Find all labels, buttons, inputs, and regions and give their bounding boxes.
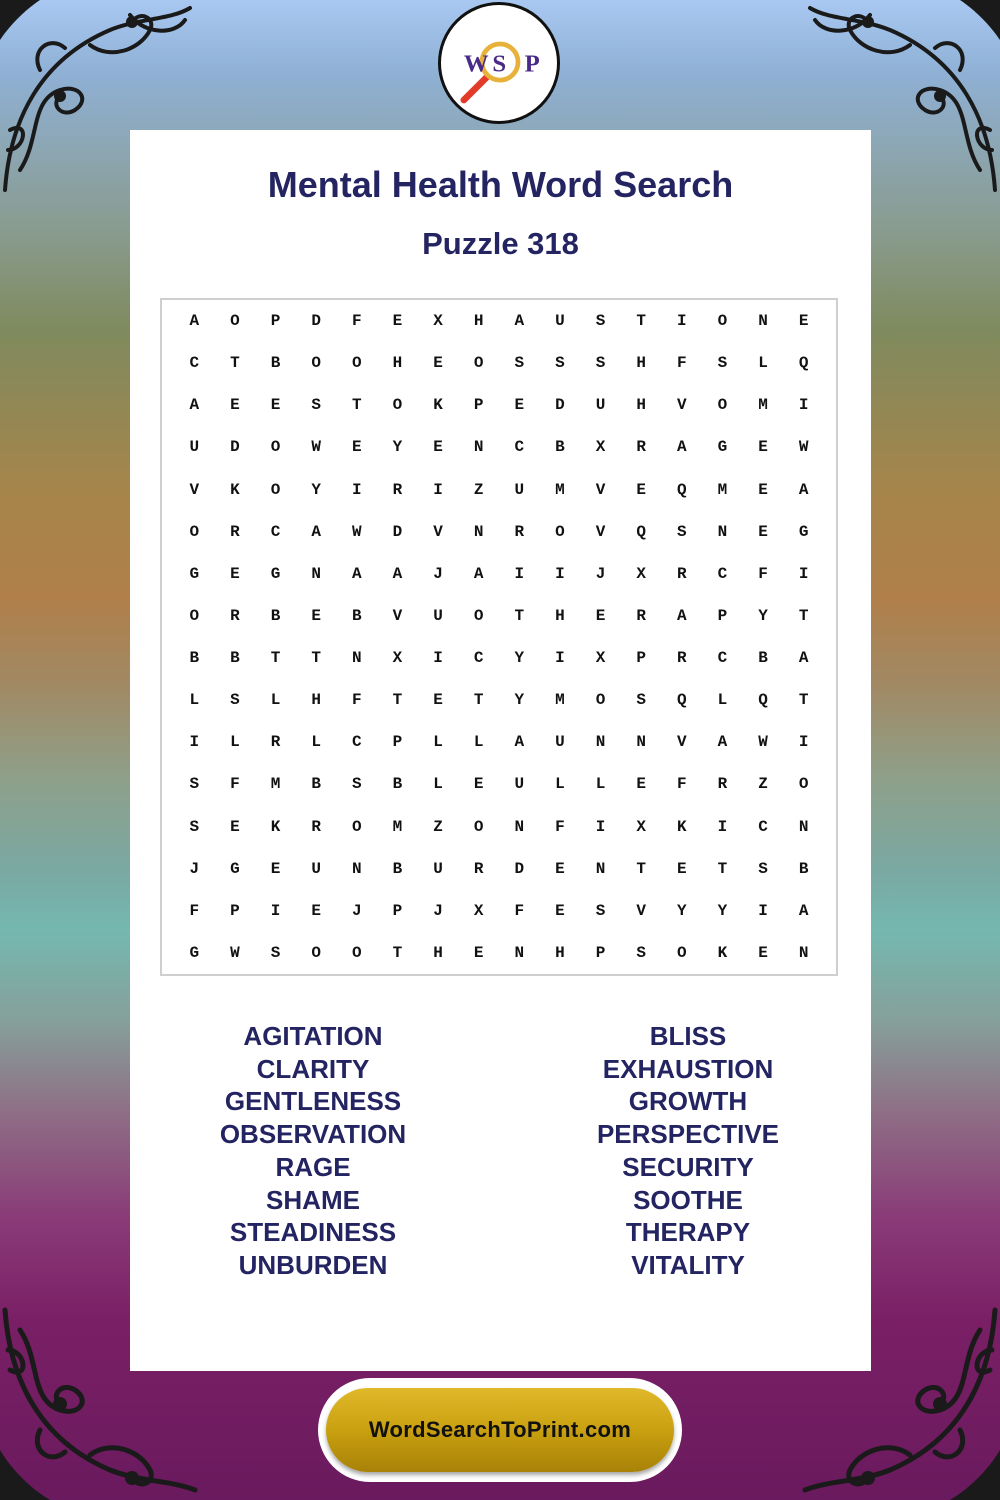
grid-cell[interactable]: T bbox=[717, 859, 728, 878]
grid-cell[interactable]: I bbox=[798, 396, 809, 415]
grid-cell[interactable]: E bbox=[311, 901, 321, 920]
grid-cell[interactable]: E bbox=[230, 817, 240, 836]
grid-cell[interactable]: R bbox=[636, 606, 646, 625]
grid-cell[interactable]: W bbox=[798, 438, 809, 457]
grid-cell[interactable]: C bbox=[352, 733, 362, 752]
grid-cell[interactable]: D bbox=[392, 522, 403, 541]
grid-cell[interactable]: P bbox=[392, 901, 403, 920]
grid-cell[interactable]: C bbox=[473, 649, 484, 668]
grid-cell[interactable]: S bbox=[189, 775, 200, 794]
grid-cell[interactable]: A bbox=[473, 564, 484, 583]
grid-cell[interactable]: A bbox=[514, 312, 525, 331]
grid-cell[interactable]: R bbox=[677, 564, 687, 583]
grid-cell[interactable]: F bbox=[758, 564, 768, 583]
grid-cell[interactable]: T bbox=[392, 691, 403, 710]
grid-cell[interactable]: U bbox=[514, 480, 525, 499]
grid-cell[interactable]: U bbox=[311, 859, 321, 878]
grid-cell[interactable]: E bbox=[270, 859, 281, 878]
grid-cell[interactable]: R bbox=[473, 859, 484, 878]
grid-cell[interactable]: F bbox=[189, 901, 200, 920]
grid-cell[interactable]: O bbox=[352, 354, 362, 373]
grid-cell[interactable]: E bbox=[636, 480, 646, 499]
grid-cell[interactable]: I bbox=[555, 564, 565, 583]
grid-cell[interactable]: P bbox=[473, 396, 484, 415]
grid-cell[interactable]: H bbox=[433, 943, 443, 962]
grid-cell[interactable]: G bbox=[798, 522, 809, 541]
grid-cell[interactable]: Y bbox=[717, 901, 728, 920]
grid-cell[interactable]: O bbox=[270, 480, 281, 499]
grid-cell[interactable]: L bbox=[433, 733, 443, 752]
word-list-item: GROWTH bbox=[628, 1086, 748, 1117]
word-list-item: UNBURDEN bbox=[238, 1249, 388, 1280]
grid-cell[interactable]: L bbox=[758, 354, 768, 373]
grid-cell[interactable]: S bbox=[636, 943, 646, 962]
grid-cell[interactable]: P bbox=[595, 943, 606, 962]
grid-cell[interactable]: C bbox=[717, 564, 728, 583]
grid-cell[interactable]: X bbox=[392, 649, 403, 668]
grid-cell[interactable]: O bbox=[798, 775, 809, 794]
grid-cell[interactable]: K bbox=[270, 817, 281, 836]
grid-cell[interactable]: T bbox=[514, 606, 525, 625]
grid-cell[interactable]: I bbox=[595, 817, 606, 836]
grid-cell[interactable]: E bbox=[636, 775, 646, 794]
grid-cell[interactable]: U bbox=[433, 606, 443, 625]
grid-cell[interactable]: L bbox=[555, 775, 565, 794]
grid-cell[interactable]: E bbox=[758, 522, 768, 541]
grid-cell[interactable]: E bbox=[230, 396, 240, 415]
grid-cell[interactable]: O bbox=[352, 817, 362, 836]
word-list-item: AGITATION bbox=[243, 1021, 383, 1051]
grid-cell[interactable]: X bbox=[433, 312, 443, 331]
grid-cell[interactable]: C bbox=[514, 438, 525, 457]
grid-cell[interactable]: P bbox=[230, 901, 240, 920]
word-list-item: THERAPY bbox=[625, 1217, 751, 1248]
grid-cell[interactable]: V bbox=[595, 480, 606, 499]
grid-cell[interactable]: L bbox=[230, 733, 240, 752]
grid-cell[interactable]: E bbox=[798, 312, 809, 331]
grid-cell[interactable]: O bbox=[230, 312, 240, 331]
word-list-item: RAGE bbox=[275, 1151, 351, 1182]
grid-cell[interactable]: H bbox=[636, 354, 646, 373]
grid-cell[interactable]: O bbox=[473, 606, 484, 625]
grid-cell[interactable]: T bbox=[798, 606, 809, 625]
grid-cell[interactable]: H bbox=[311, 691, 321, 710]
grid-cell[interactable]: B bbox=[270, 354, 281, 373]
word-list-item: SHAME bbox=[266, 1184, 360, 1215]
grid-cell[interactable]: M bbox=[555, 480, 565, 499]
grid-cell[interactable]: P bbox=[636, 649, 646, 668]
grid-cell[interactable]: J bbox=[433, 901, 443, 920]
grid-cell[interactable]: F bbox=[555, 817, 565, 836]
grid-cell[interactable]: A bbox=[798, 649, 809, 668]
grid-cell[interactable]: A bbox=[677, 606, 687, 625]
grid-cell[interactable]: E bbox=[758, 943, 768, 962]
grid-cell[interactable]: I bbox=[189, 733, 200, 752]
grid-cell[interactable]: R bbox=[311, 817, 321, 836]
grid-cell[interactable]: Y bbox=[677, 901, 687, 920]
grid-cell[interactable]: S bbox=[677, 522, 687, 541]
grid-cell[interactable]: O bbox=[677, 943, 687, 962]
grid-cell[interactable]: O bbox=[555, 522, 565, 541]
word-list-item: VITALITY bbox=[631, 1249, 745, 1280]
grid-cell[interactable]: I bbox=[352, 480, 362, 499]
grid-cell[interactable]: I bbox=[798, 733, 809, 752]
grid-cell[interactable]: A bbox=[189, 396, 200, 415]
word-list-item: GENTLENESS bbox=[224, 1086, 402, 1117]
grid-cell[interactable]: B bbox=[392, 775, 403, 794]
grid-cell[interactable]: N bbox=[717, 522, 728, 541]
grid-cell[interactable]: Y bbox=[311, 480, 321, 499]
grid-cell[interactable]: J bbox=[433, 564, 443, 583]
grid-cell[interactable]: R bbox=[392, 480, 403, 499]
grid-cell[interactable]: I bbox=[677, 312, 687, 331]
word-list-item: PERSPECTIVE bbox=[596, 1119, 780, 1150]
grid-cell[interactable]: U bbox=[555, 733, 565, 752]
grid-cell[interactable]: A bbox=[311, 522, 321, 541]
grid-cell[interactable]: N bbox=[798, 817, 809, 836]
grid-cell[interactable]: C bbox=[270, 522, 281, 541]
grid-cell[interactable]: O bbox=[352, 943, 362, 962]
grid-cell[interactable]: S bbox=[595, 354, 606, 373]
grid-cell[interactable]: T bbox=[636, 859, 646, 878]
grid-cell[interactable]: E bbox=[514, 396, 525, 415]
grid-cell[interactable]: E bbox=[433, 438, 443, 457]
grid-cell[interactable]: H bbox=[636, 396, 646, 415]
word-list-item: EXHAUSTION bbox=[602, 1053, 774, 1084]
grid-cell[interactable]: Q bbox=[677, 691, 687, 710]
grid-cell[interactable]: O bbox=[189, 522, 200, 541]
grid-cell[interactable]: B bbox=[189, 649, 200, 668]
word-list-item: CLARITY bbox=[256, 1053, 370, 1084]
grid-cell[interactable]: D bbox=[555, 396, 565, 415]
grid-cell[interactable]: F bbox=[352, 312, 362, 331]
logo-letter-s: S bbox=[492, 50, 507, 78]
grid-cell[interactable]: M bbox=[270, 775, 281, 794]
grid-cell[interactable]: L bbox=[717, 691, 728, 710]
grid-cell[interactable]: L bbox=[595, 775, 606, 794]
grid-cell[interactable]: N bbox=[758, 312, 768, 331]
grid-cell[interactable]: T bbox=[352, 396, 362, 415]
grid-cell[interactable]: E bbox=[758, 438, 768, 457]
grid-cell[interactable]: V bbox=[433, 522, 443, 541]
grid-cell[interactable]: X bbox=[595, 649, 606, 668]
grid-cell[interactable]: S bbox=[595, 312, 606, 331]
grid-cell[interactable]: B bbox=[311, 775, 321, 794]
grid-cell[interactable]: K bbox=[677, 817, 687, 836]
grid-cell[interactable]: A bbox=[798, 480, 809, 499]
grid-cell[interactable]: B bbox=[230, 649, 240, 668]
logo-letter-w: W bbox=[463, 50, 489, 78]
grid-cell[interactable]: A bbox=[677, 438, 687, 457]
grid-cell[interactable]: F bbox=[352, 691, 362, 710]
grid-cell[interactable]: K bbox=[433, 396, 443, 415]
grid-cell[interactable]: H bbox=[392, 354, 403, 373]
grid-cell[interactable]: X bbox=[595, 438, 606, 457]
grid-cell[interactable]: S bbox=[352, 775, 362, 794]
grid-cell[interactable]: N bbox=[514, 817, 525, 836]
letter-grid bbox=[160, 298, 838, 976]
word-list-left bbox=[163, 1020, 463, 1282]
grid-cell[interactable]: E bbox=[473, 775, 484, 794]
grid-cell[interactable]: U bbox=[433, 859, 443, 878]
grid-cell[interactable]: N bbox=[352, 859, 362, 878]
grid-cell[interactable]: S bbox=[758, 859, 768, 878]
grid-cell[interactable]: E bbox=[230, 564, 240, 583]
grid-cell[interactable]: S bbox=[514, 354, 525, 373]
footer-badge bbox=[318, 1378, 682, 1482]
grid-cell[interactable]: A bbox=[717, 733, 728, 752]
grid-cell[interactable]: R bbox=[230, 606, 240, 625]
word-list-item: BLISS bbox=[649, 1021, 727, 1051]
grid-cell[interactable]: E bbox=[433, 691, 443, 710]
grid-cell[interactable]: Q bbox=[758, 691, 768, 710]
grid-cell[interactable]: V bbox=[677, 396, 687, 415]
grid-cell[interactable]: A bbox=[392, 564, 403, 583]
grid-cell[interactable]: R bbox=[677, 649, 687, 668]
grid-cell[interactable]: E bbox=[392, 312, 403, 331]
grid-cell[interactable]: L bbox=[270, 691, 281, 710]
grid-cell[interactable]: R bbox=[514, 522, 525, 541]
grid-cell[interactable]: S bbox=[311, 396, 321, 415]
puzzle-card bbox=[130, 130, 871, 1371]
grid-cell[interactable]: I bbox=[717, 817, 728, 836]
grid-cell[interactable]: Q bbox=[636, 522, 646, 541]
grid-cell[interactable]: S bbox=[230, 691, 240, 710]
page-title: Mental Health Word Search bbox=[267, 164, 734, 205]
grid-cell[interactable]: R bbox=[717, 775, 728, 794]
grid-cell[interactable]: E bbox=[555, 901, 565, 920]
grid-cell[interactable]: V bbox=[636, 901, 646, 920]
grid-cell[interactable]: C bbox=[189, 354, 200, 373]
site-logo[interactable] bbox=[438, 2, 560, 124]
grid-cell[interactable]: L bbox=[473, 733, 484, 752]
grid-cell[interactable]: O bbox=[473, 817, 484, 836]
grid-cell[interactable]: I bbox=[514, 564, 525, 583]
grid-cell[interactable]: A bbox=[514, 733, 525, 752]
grid-cell[interactable]: F bbox=[677, 354, 687, 373]
grid-cell[interactable]: S bbox=[270, 943, 281, 962]
grid-cell[interactable]: H bbox=[555, 606, 565, 625]
grid-cell[interactable]: D bbox=[311, 312, 321, 331]
grid-cell[interactable]: I bbox=[758, 901, 768, 920]
grid-cell[interactable]: A bbox=[352, 564, 362, 583]
word-list-item: OBSERVATION bbox=[219, 1119, 407, 1150]
grid-cell[interactable]: E bbox=[270, 396, 281, 415]
grid-cell[interactable]: B bbox=[392, 859, 403, 878]
puzzle-number: Puzzle 318 bbox=[422, 226, 579, 261]
grid-cell[interactable]: E bbox=[677, 859, 687, 878]
grid-cell[interactable]: I bbox=[555, 649, 565, 668]
grid-cell[interactable]: V bbox=[677, 733, 687, 752]
word-list-item: STEADINESS bbox=[229, 1217, 397, 1248]
grid-cell[interactable]: G bbox=[189, 943, 200, 962]
grid-cell[interactable]: M bbox=[392, 817, 403, 836]
grid-cell[interactable]: N bbox=[473, 438, 484, 457]
grid-cell[interactable]: L bbox=[311, 733, 321, 752]
grid-cell[interactable]: G bbox=[717, 438, 728, 457]
grid-cell[interactable]: P bbox=[392, 733, 403, 752]
grid-cell[interactable]: O bbox=[595, 691, 606, 710]
grid-cell[interactable]: H bbox=[555, 943, 565, 962]
grid-cell[interactable]: E bbox=[352, 438, 362, 457]
grid-cell[interactable]: A bbox=[798, 901, 809, 920]
grid-cell[interactable]: J bbox=[189, 859, 200, 878]
grid-cell[interactable]: L bbox=[189, 691, 200, 710]
grid-cell[interactable]: Q bbox=[677, 480, 687, 499]
grid-cell[interactable]: I bbox=[433, 649, 443, 668]
grid-cell[interactable]: N bbox=[798, 943, 809, 962]
magnifier-icon bbox=[441, 5, 557, 121]
grid-cell[interactable]: O bbox=[392, 396, 403, 415]
grid-cell[interactable]: Y bbox=[758, 606, 768, 625]
grid-cell[interactable]: O bbox=[473, 354, 484, 373]
grid-cell[interactable]: E bbox=[555, 859, 565, 878]
grid-cell[interactable]: G bbox=[230, 859, 240, 878]
grid-cell[interactable]: O bbox=[311, 943, 321, 962]
grid-cell[interactable]: T bbox=[636, 312, 646, 331]
grid-cell[interactable]: N bbox=[595, 733, 606, 752]
grid-cell[interactable]: L bbox=[433, 775, 443, 794]
grid-cell[interactable]: M bbox=[717, 480, 728, 499]
grid-cell[interactable]: Q bbox=[798, 354, 809, 373]
grid-cell[interactable]: S bbox=[555, 354, 565, 373]
word-list-item: SOOTHE bbox=[633, 1184, 743, 1215]
grid-cell[interactable]: R bbox=[230, 522, 240, 541]
grid-cell[interactable]: O bbox=[717, 312, 728, 331]
grid-cell[interactable]: E bbox=[595, 606, 606, 625]
grid-cell[interactable]: K bbox=[230, 480, 240, 499]
grid-cell[interactable]: E bbox=[311, 606, 321, 625]
grid-cell[interactable]: S bbox=[636, 691, 646, 710]
grid-cell[interactable]: N bbox=[595, 859, 606, 878]
grid-cell[interactable]: S bbox=[595, 901, 606, 920]
grid-cell[interactable]: Z bbox=[473, 480, 484, 499]
grid-cell[interactable]: U bbox=[555, 312, 565, 331]
grid-cell[interactable]: H bbox=[473, 312, 484, 331]
grid-cell[interactable]: O bbox=[270, 438, 281, 457]
grid-cell[interactable]: N bbox=[636, 733, 646, 752]
grid-cell[interactable]: Z bbox=[758, 775, 768, 794]
grid-cell[interactable]: Y bbox=[514, 649, 525, 668]
grid-cell[interactable]: O bbox=[189, 606, 200, 625]
grid-cell[interactable]: P bbox=[717, 606, 728, 625]
grid-cell[interactable]: C bbox=[717, 649, 728, 668]
grid-cell[interactable]: O bbox=[311, 354, 321, 373]
grid-cell[interactable]: Z bbox=[433, 817, 443, 836]
grid-cell[interactable]: B bbox=[798, 859, 809, 878]
grid-cell[interactable]: S bbox=[189, 817, 200, 836]
grid-cell[interactable]: N bbox=[352, 649, 362, 668]
grid-cell[interactable]: O bbox=[717, 396, 728, 415]
grid-cell[interactable]: E bbox=[758, 480, 768, 499]
grid-cell[interactable]: F bbox=[230, 775, 240, 794]
grid-cell[interactable]: N bbox=[514, 943, 525, 962]
grid-cell[interactable]: G bbox=[189, 564, 200, 583]
grid-cell[interactable]: U bbox=[595, 396, 606, 415]
grid-cell[interactable]: A bbox=[189, 312, 200, 331]
word-list-item: SECURITY bbox=[622, 1151, 754, 1182]
grid-cell[interactable]: E bbox=[433, 354, 443, 373]
grid-cell[interactable]: T bbox=[473, 691, 484, 710]
grid-cell[interactable]: W bbox=[758, 733, 768, 752]
grid-cell[interactable]: T bbox=[798, 691, 809, 710]
grid-cell[interactable]: W bbox=[311, 438, 321, 457]
grid-cell[interactable]: J bbox=[595, 564, 606, 583]
grid-cell[interactable]: P bbox=[270, 312, 281, 331]
word-list-right bbox=[538, 1020, 838, 1282]
grid-cell[interactable]: U bbox=[189, 438, 200, 457]
grid-cell[interactable]: I bbox=[798, 564, 809, 583]
grid-cell[interactable]: F bbox=[677, 775, 687, 794]
grid-cell[interactable]: X bbox=[636, 817, 646, 836]
grid-cell[interactable]: Y bbox=[392, 438, 403, 457]
grid-cell[interactable]: S bbox=[717, 354, 728, 373]
grid-cell[interactable]: G bbox=[270, 564, 281, 583]
grid-cell[interactable]: N bbox=[473, 522, 484, 541]
grid-cell[interactable]: J bbox=[352, 901, 362, 920]
grid-cell[interactable]: B bbox=[270, 606, 281, 625]
grid-cell[interactable]: D bbox=[230, 438, 240, 457]
grid-cell[interactable]: R bbox=[636, 438, 646, 457]
grid-cell[interactable]: M bbox=[555, 691, 565, 710]
grid-cell[interactable]: T bbox=[392, 943, 403, 962]
grid-cell[interactable]: X bbox=[636, 564, 646, 583]
grid-cell[interactable]: M bbox=[758, 396, 768, 415]
grid-cell[interactable]: C bbox=[758, 817, 768, 836]
grid-cell[interactable]: F bbox=[514, 901, 525, 920]
grid-cell[interactable]: U bbox=[514, 775, 525, 794]
grid-cell[interactable]: W bbox=[230, 943, 240, 962]
grid-cell[interactable]: B bbox=[758, 649, 768, 668]
grid-cell[interactable]: B bbox=[352, 606, 362, 625]
grid-cell[interactable]: I bbox=[433, 480, 443, 499]
logo-letter-p: P bbox=[524, 50, 540, 78]
site-link-button[interactable]: WordSearchToPrint.com bbox=[326, 1388, 674, 1472]
grid-cell[interactable]: V bbox=[595, 522, 606, 541]
grid-cell[interactable]: K bbox=[717, 943, 728, 962]
grid-cell[interactable]: V bbox=[392, 606, 403, 625]
grid-cell[interactable]: I bbox=[270, 901, 281, 920]
grid-cell[interactable]: E bbox=[473, 943, 484, 962]
grid-cell[interactable]: B bbox=[555, 438, 565, 457]
grid-cell[interactable]: V bbox=[189, 480, 200, 499]
grid-cell[interactable]: T bbox=[311, 649, 321, 668]
grid-cell[interactable]: R bbox=[270, 733, 281, 752]
grid-cell[interactable]: Y bbox=[514, 691, 525, 710]
grid-cell[interactable]: N bbox=[311, 564, 321, 583]
grid-cell[interactable]: D bbox=[514, 859, 525, 878]
grid-cell[interactable]: W bbox=[352, 522, 362, 541]
grid-cell[interactable]: T bbox=[270, 649, 281, 668]
grid-cell[interactable]: T bbox=[230, 354, 240, 373]
grid-cell[interactable]: X bbox=[473, 901, 484, 920]
